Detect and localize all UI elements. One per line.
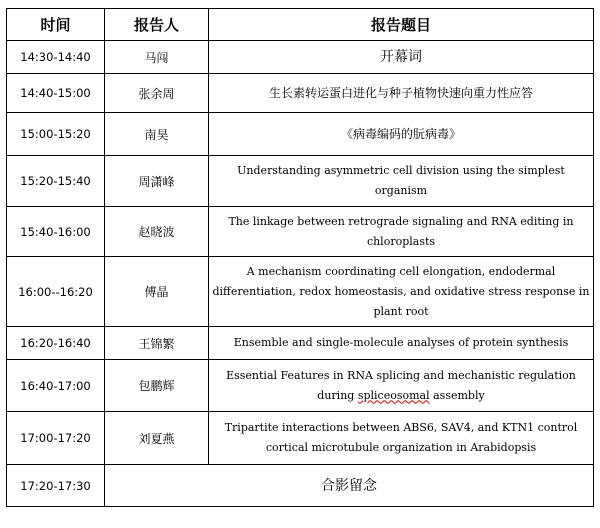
table-row <box>7 74 594 113</box>
row-time: 16:20-16:40 <box>7 327 105 360</box>
row-time: 16:40-17:00 <box>7 360 105 412</box>
header-time: 时间 <box>7 9 105 41</box>
row-speaker: 马闯 <box>105 41 209 74</box>
row-speaker: 刘夏燕 <box>105 412 209 465</box>
row-speaker: 张余周 <box>105 74 209 113</box>
header-row <box>7 9 594 41</box>
cropped-text-fragment <box>0 0 120 3</box>
table-row <box>7 257 594 327</box>
row-topic: 生长素转运蛋白进化与种子植物快速向重力性应答 <box>209 74 594 113</box>
row-time: 15:00-15:20 <box>7 113 105 156</box>
row-speaker: 南昊 <box>105 113 209 156</box>
table-row <box>7 465 594 507</box>
row-speaker: 周潇峰 <box>105 156 209 207</box>
row-time: 14:30-14:40 <box>7 41 105 74</box>
row-speaker: 傅晶 <box>105 257 209 327</box>
row-topic: Understanding asymmetric cell division using the simplest organism <box>209 156 594 207</box>
header-topic: 报告题目 <box>209 9 594 41</box>
topic-text: Essential Features in RNA splicing and mechanistic regulation during <box>226 368 576 402</box>
row-topic: A mechanism coordinating cell elongation, endodermal differentiation, redox homeostasis, and oxidative stress response in plant root <box>209 257 594 327</box>
row-topic: The linkage between retrograde signaling and RNA editing in chloroplasts <box>209 207 594 257</box>
row-topic <box>209 360 594 412</box>
table-row <box>7 207 594 257</box>
table-row <box>7 327 594 360</box>
row-speaker: 王锦繁 <box>105 327 209 360</box>
header-speaker: 报告人 <box>105 9 209 41</box>
row-time: 14:40-15:00 <box>7 74 105 113</box>
row-time: 15:20-15:40 <box>7 156 105 207</box>
row-time: 16:00--16:20 <box>7 257 105 327</box>
row-speaker: 赵晓波 <box>105 207 209 257</box>
table-row <box>7 412 594 465</box>
closing-event: 合影留念 <box>105 465 594 507</box>
row-time: 15:40-16:00 <box>7 207 105 257</box>
schedule-table <box>6 8 594 507</box>
row-topic: Ensemble and single-molecule analyses of protein synthesis <box>209 327 594 360</box>
table-row <box>7 113 594 156</box>
table-row <box>7 360 594 412</box>
row-time: 17:00-17:20 <box>7 412 105 465</box>
row-topic: Tripartite interactions between ABS6, SAV4, and KTN1 control cortical microtubule organization in Arabidopsis <box>209 412 594 465</box>
row-topic: 开幕词 <box>209 41 594 74</box>
table-row <box>7 156 594 207</box>
topic-text: assembly <box>429 388 485 402</box>
table-row <box>7 41 594 74</box>
spellcheck-underlined-word: spliceosomal <box>357 388 430 402</box>
row-time: 17:20-17:30 <box>7 465 105 507</box>
row-topic: 《病毒编码的朊病毒》 <box>209 113 594 156</box>
row-speaker: 包鹏辉 <box>105 360 209 412</box>
